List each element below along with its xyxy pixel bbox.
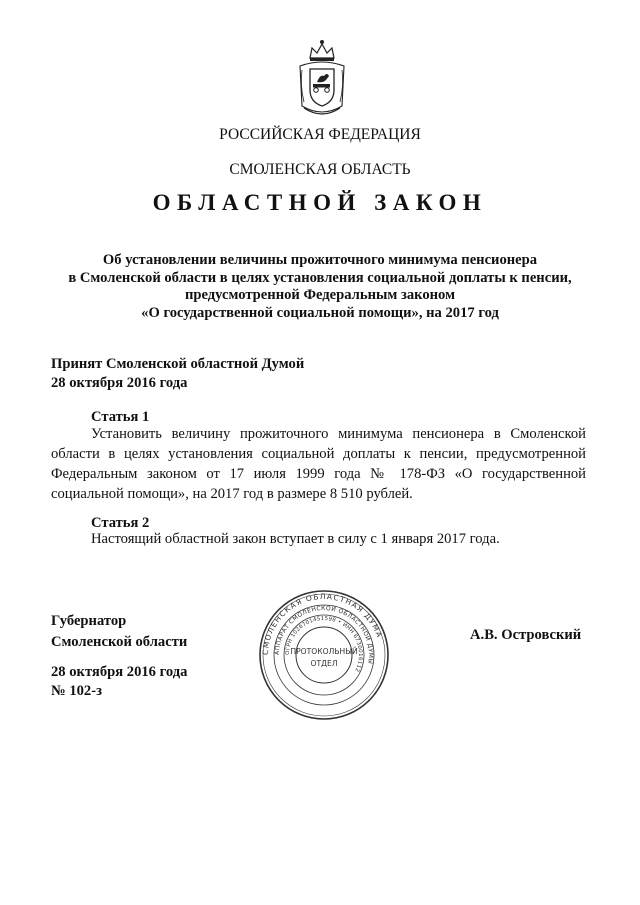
seal-inner-text: ОГРН 1026701451598 • ИНН 6730016112: [284, 615, 364, 673]
law-title-line: в Смоленской области в целях установления социальной доплаты к пенсии,: [68, 269, 572, 286]
signatory-title: Губернатор: [51, 613, 127, 629]
article-text-line: социальной помощи», на 2017 год в размере 8 510 рублей.: [51, 486, 413, 502]
seal-outer-text: СМОЛЕНСКАЯ ОБЛАСТНАЯ ДУМА: [260, 591, 385, 656]
adopted-date: 28 октября 2016 года: [51, 375, 188, 391]
article-2-heading: Статья 2: [91, 515, 150, 531]
signatory-position: [51, 611, 187, 653]
law-title: [40, 252, 600, 322]
document-type-heading: ОБЛАСТНОЙ ЗАКОН: [152, 190, 488, 215]
article-text-line: Настоящий областной закон вступает в силу с 1 января 2017 года.: [91, 531, 500, 547]
law-title-line: предусмотренной Федеральным законом: [184, 287, 456, 303]
article-1-heading: Статья 1: [91, 409, 150, 425]
signing-details: [51, 663, 187, 701]
country-heading: РОССИЙСКАЯ ФЕДЕРАЦИЯ: [219, 126, 421, 143]
article-1-text: [51, 424, 586, 504]
article-text-line: Установить величину прожиточного минимума пенсионера в Смоленской: [91, 426, 586, 442]
official-seal: [258, 589, 390, 721]
coat-of-arms-icon: [296, 36, 348, 120]
law-title-line: «О государственной социальной помощи», на 2017 год: [141, 304, 499, 321]
adopted-by: Принят Смоленской областной Думой: [51, 356, 305, 372]
seal-center-line: ПРОТОКОЛЬНЫЙ: [290, 647, 358, 656]
law-number: № 102-з: [51, 683, 102, 699]
seal-middle-text: АППАРАТ СМОЛЕНСКОЙ ОБЛАСТНОЙ ДУМЫ: [273, 604, 375, 665]
law-title-line: Об установлении величины прожиточного минимума пенсионера: [102, 252, 538, 268]
article-text-line: Федеральным законом от 17 июля 1999 года № 178-ФЗ «О государственной: [51, 466, 586, 482]
signing-date: 28 октября 2016 года: [51, 664, 188, 680]
article-2-text: [51, 529, 586, 549]
adoption-note: [51, 355, 304, 393]
seal-center-line: ОТДЕЛ: [310, 659, 338, 668]
article-text-line: области в целях установления социальной доплаты к пенсии, предусмотренной: [51, 446, 586, 462]
signatory-region: Смоленской области: [51, 634, 188, 650]
signatory-name: А.В. Островский: [470, 627, 582, 643]
region-heading: СМОЛЕНСКАЯ ОБЛАСТЬ: [229, 161, 411, 178]
